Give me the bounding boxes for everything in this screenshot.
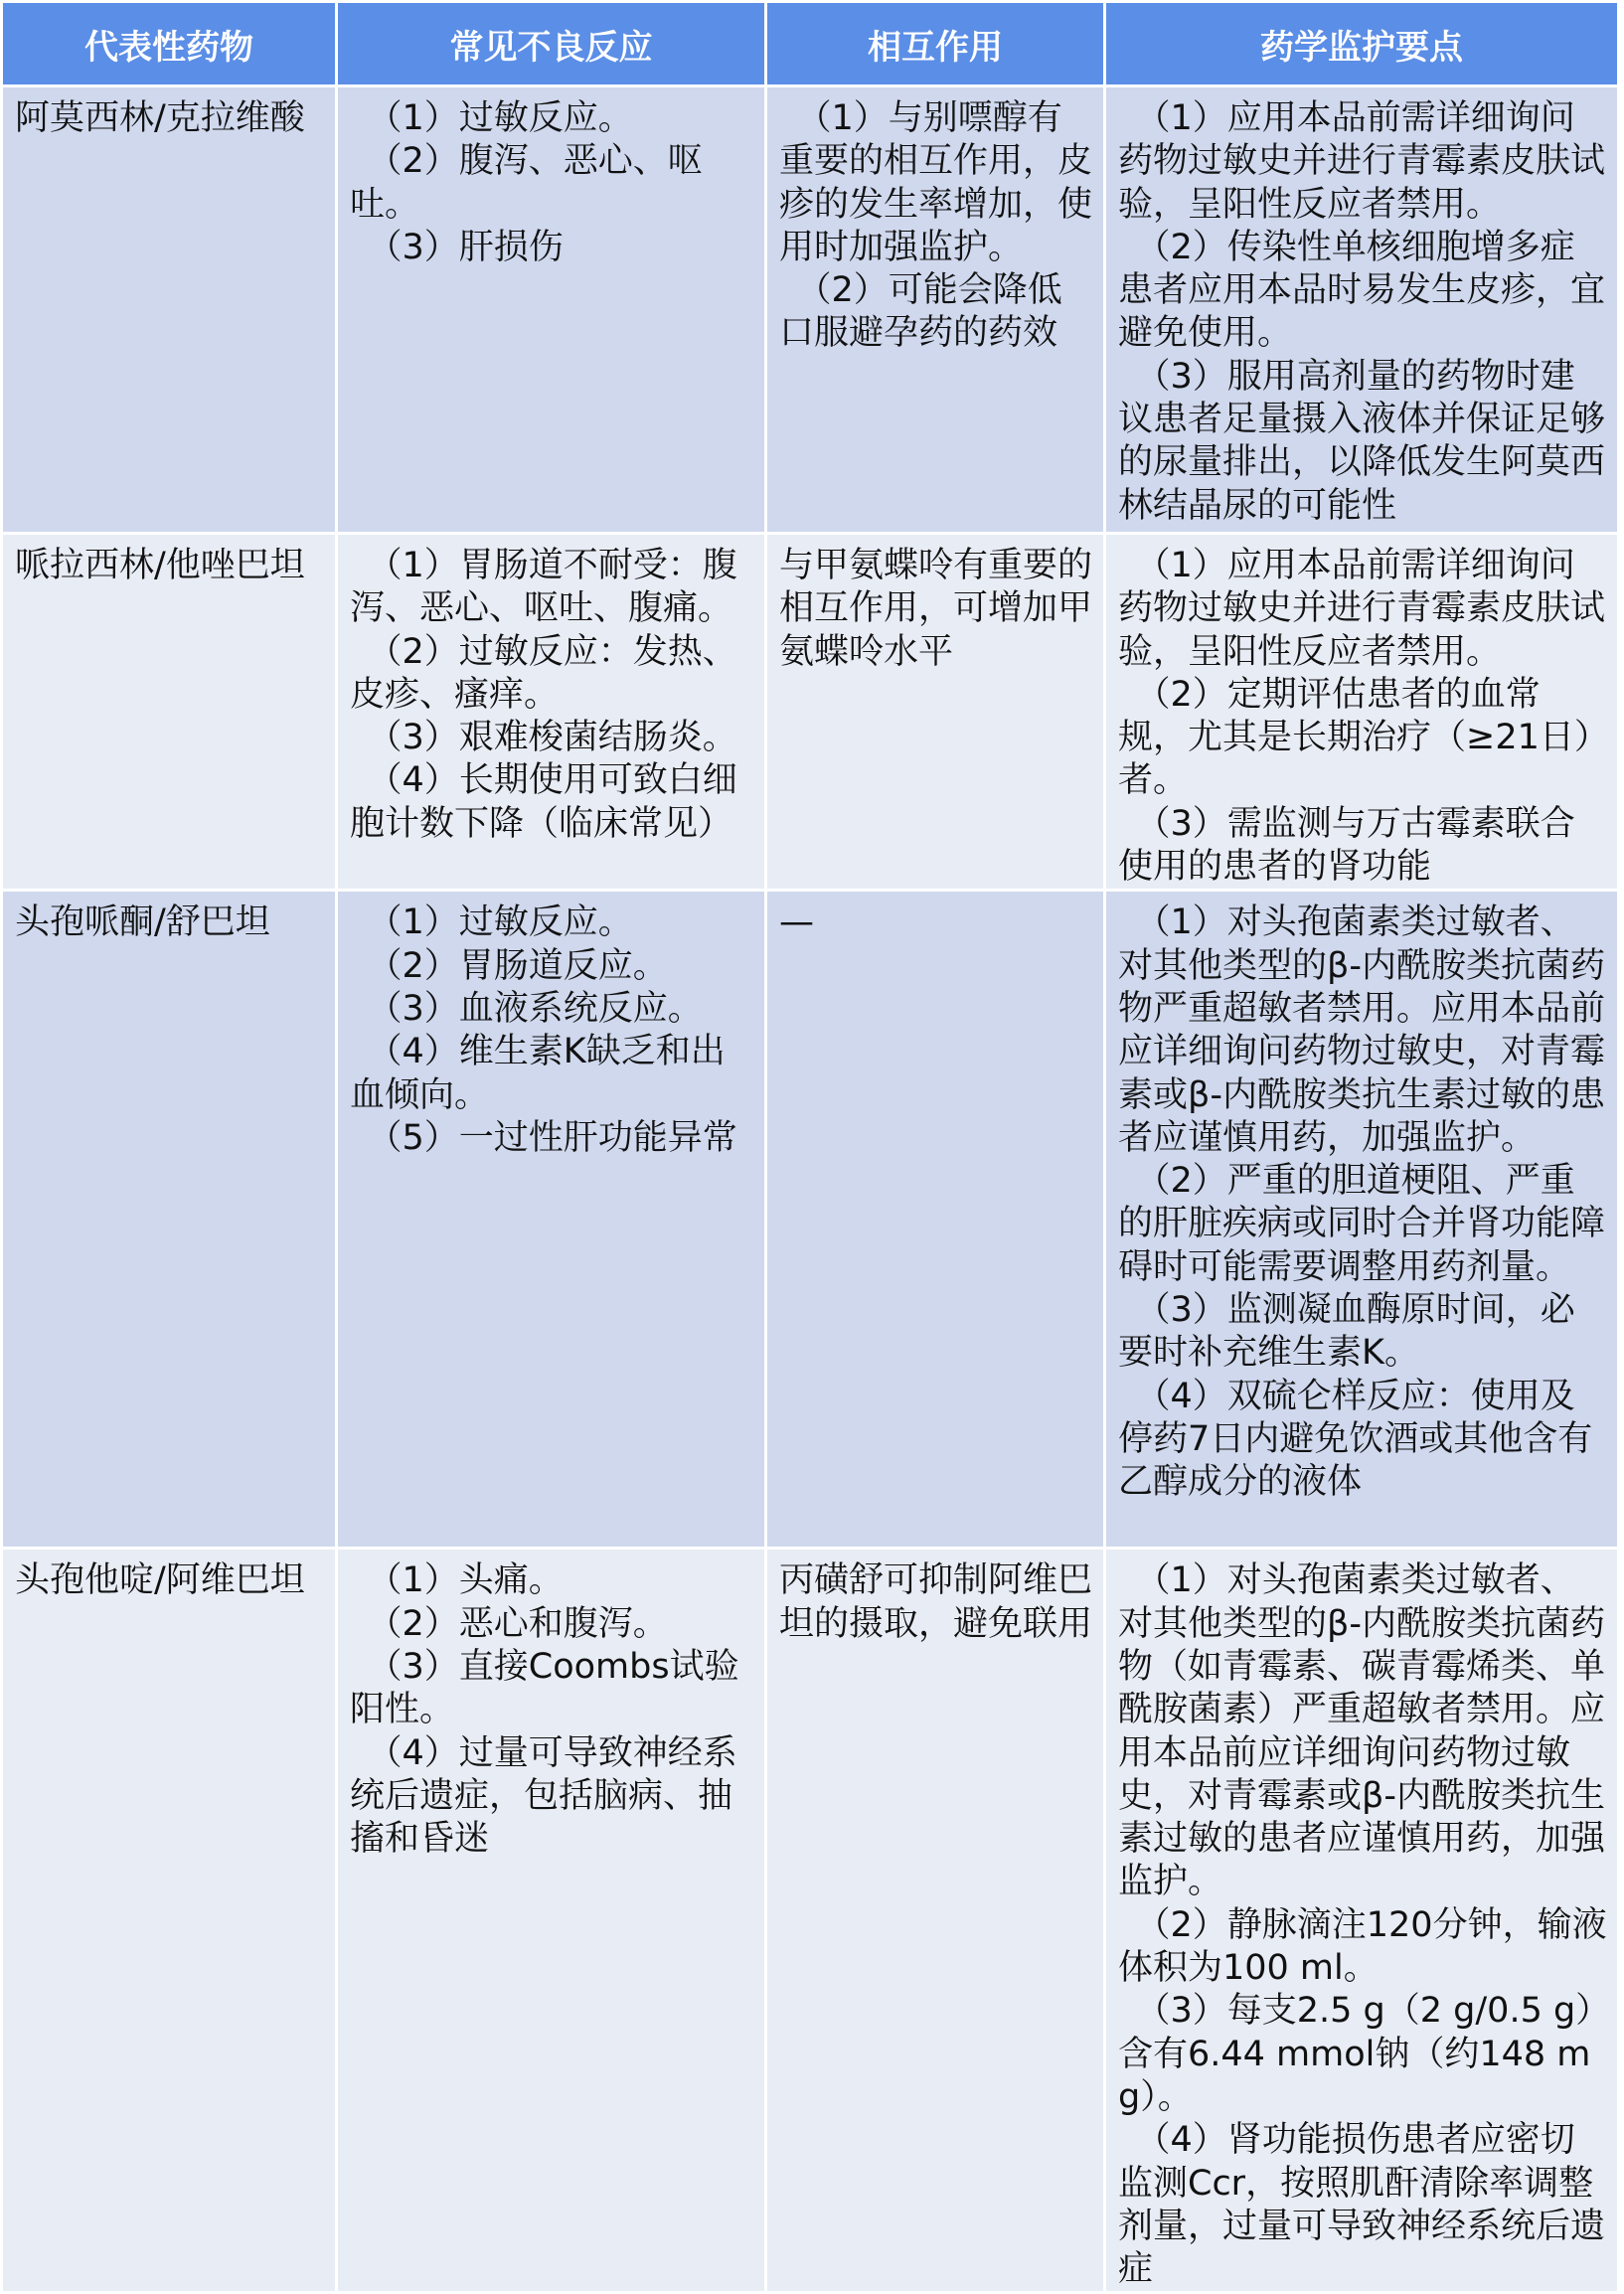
drug-name: 头孢哌酮/舒巴坦: [15, 902, 270, 943]
drug-cell: [2, 86, 337, 534]
table-row: [2, 534, 1619, 891]
care-cell: [1105, 1549, 1619, 2293]
interaction-cell: [766, 1549, 1105, 2293]
table-row: [2, 891, 1619, 1549]
adverse-item: （4）过量可导致神经系统后遗症，包括脑病、抽搐和昏迷: [350, 1732, 737, 1860]
drug-cell: [2, 1549, 337, 2293]
interaction-cell: [766, 534, 1105, 891]
care-item: （3）需监测与万古霉素联合使用的患者的肾功能: [1118, 803, 1575, 888]
adverse-item: （2）腹泻、恶心、呕吐。: [350, 141, 703, 225]
care-item: （4）肾功能损伤患者应密切监测Ccr，按照肌酐清除率调整剂量，过量可导致神经系统后遗症: [1118, 2120, 1606, 2290]
drug-name: 头孢他啶/阿维巴坦: [15, 1560, 305, 1601]
care-item: （1）对头孢菌素类过敏者、对其他类型的β-内酰胺类抗菌药物（如青霉素、碳青霉烯类、单酰胺菌素）严重超敏者禁用。应用本品前应详细询问药物过敏史，对青霉素或β-内酰胺类抗生素过敏的患者应谨慎用药，加强监护。: [1118, 1560, 1606, 1902]
care-item: （2）传染性单核细胞增多症患者应用本品时易发生皮疹，宜避免使用。: [1118, 227, 1606, 354]
interaction-none: —: [779, 902, 814, 943]
adverse-item: （2）恶心和腹泻。: [367, 1603, 668, 1644]
care-item: （2）严重的胆道梗阻、严重的肝脏疾病或同时合并肾功能障碍时可能需要调整用药剂量。: [1118, 1161, 1606, 1287]
header-interactions: 相互作用: [766, 2, 1105, 86]
adverse-item: （2）过敏反应：发热、皮疹、瘙痒。: [350, 631, 737, 715]
interaction-item: （1）与别嘌醇有重要的相互作用，皮疹的发生率增加，使用时加强监护。: [779, 98, 1093, 267]
drug-cell: [2, 534, 337, 891]
care-cell: [1105, 891, 1619, 1549]
care-item: （2）静脉滴注120分钟，输液体积为100 ml。: [1118, 1904, 1607, 1989]
adverse-item: （4）长期使用可致白细胞计数下降（临床常见）: [350, 760, 737, 844]
drug-name: 哌拉西林/他唑巴坦: [15, 546, 305, 585]
care-item: （3）每支2.5 g（2 g/0.5 g）含有6.44 mmol钠（约148 mg）。: [1118, 1991, 1593, 2117]
adverse-item: （3）艰难梭菌结肠炎。: [367, 718, 737, 758]
adverse-item: （1）过敏反应。: [367, 98, 633, 138]
care-item: （3）服用高剂量的药物时建议患者足量摄入液体并保证足够的尿量排出，以降低发生阿莫西林结晶尿的可能性: [1118, 356, 1606, 526]
care-cell: [1105, 534, 1619, 891]
care-item: （1）对头孢菌素类过敏者、对其他类型的β-内酰胺类抗菌药物严重超敏者禁用。应用本品前应详细询问药物过敏史，对青霉素或β-内酰胺类抗生素过敏的患者应谨慎用药，加强监护。: [1118, 902, 1606, 1158]
adverse-cell: [337, 891, 766, 1549]
drug-name: 阿莫西林/克拉维酸: [15, 98, 305, 138]
adverse-item: （1）胃肠道不耐受：腹泻、恶心、呕吐、腹痛。: [350, 546, 737, 629]
adverse-item: （5）一过性肝功能异常: [367, 1117, 737, 1158]
interaction-cell: [766, 86, 1105, 534]
drug-cell: [2, 891, 337, 1549]
table-header-row: [2, 2, 1619, 86]
adverse-item: （3）肝损伤: [367, 227, 564, 267]
interaction-item: （2）可能会降低口服避孕药的药效: [779, 270, 1062, 354]
header-pharmaceutical-care: 药学监护要点: [1105, 2, 1619, 86]
adverse-item: （3）血液系统反应。: [367, 988, 703, 1029]
care-cell: [1105, 86, 1619, 534]
adverse-item: （4）维生素K缺乏和出血倾向。: [350, 1032, 726, 1115]
adverse-cell: [337, 86, 766, 534]
interaction-item: 与甲氨蝶呤有重要的相互作用，可增加甲氨蝶呤水平: [779, 546, 1093, 672]
adverse-item: （2）胃肠道反应。: [367, 945, 668, 986]
adverse-item: （3）直接Coombs试验阳性。: [350, 1646, 739, 1730]
care-item: （1）应用本品前需详细询问药物过敏史并进行青霉素皮肤试验，呈阳性反应者禁用。: [1118, 546, 1606, 672]
interaction-cell: [766, 891, 1105, 1549]
adverse-cell: [337, 1549, 766, 2293]
table-row: [2, 1549, 1619, 2293]
interaction-item: 丙磺舒可抑制阿维巴坦的摄取，避免联用: [779, 1560, 1093, 1644]
care-item: （2）定期评估患者的血常规，尤其是长期治疗（≥21日）者。: [1118, 674, 1592, 801]
care-item: （3）监测凝血酶原时间，必要时补充维生素K。: [1118, 1290, 1575, 1374]
table-row: [2, 86, 1619, 534]
adverse-item: （1）过敏反应。: [367, 902, 633, 943]
adverse-cell: [337, 534, 766, 891]
header-drug: 代表性药物: [2, 2, 337, 86]
header-adverse-reactions: 常见不良反应: [337, 2, 766, 86]
care-item: （4）双硫仑样反应：使用及停药7日内避免饮酒或其他含有乙醇成分的液体: [1118, 1376, 1593, 1503]
care-item: （1）应用本品前需详细询问药物过敏史并进行青霉素皮肤试验，呈阳性反应者禁用。: [1118, 98, 1606, 225]
adverse-item: （1）头痛。: [367, 1560, 564, 1601]
